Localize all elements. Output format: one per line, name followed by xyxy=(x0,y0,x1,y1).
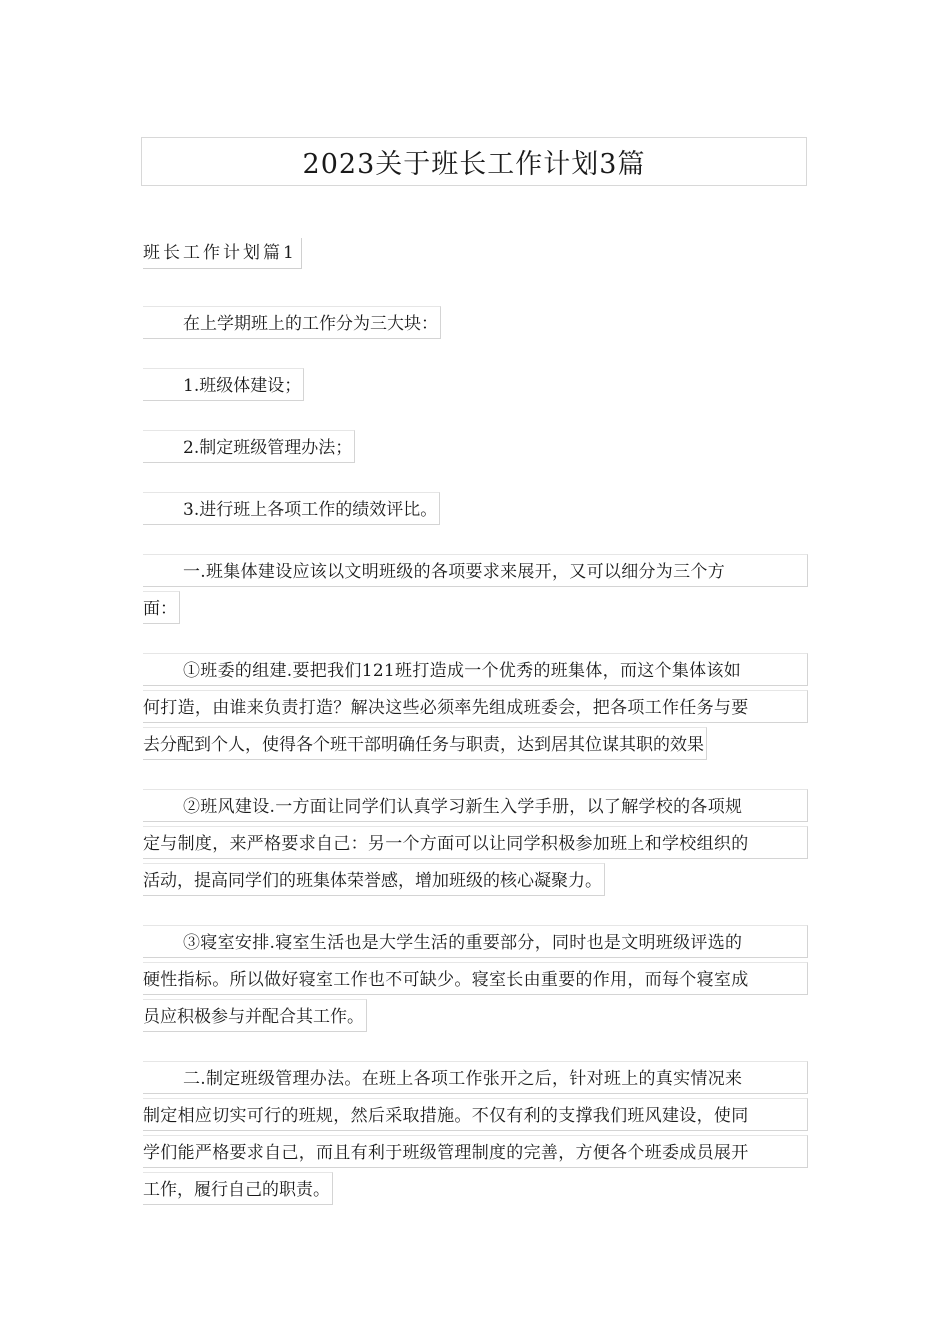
paragraph xyxy=(143,1061,808,1205)
paragraph-line: 在上学期班上的工作分为三大块： xyxy=(143,306,441,339)
paragraph-line: 1.班级体建设； xyxy=(143,368,304,401)
section-heading: 班长工作计划篇1 xyxy=(143,238,302,269)
paragraph-line: ③寝室安排.寝室生活也是大学生活的重要部分，同时也是文明班级评选的 xyxy=(143,925,808,958)
paragraph-line: 3.进行班上各项工作的绩效评比。 xyxy=(143,492,440,525)
paragraph-line: ②班风建设.一方面让同学们认真学习新生入学手册，以了解学校的各项规 xyxy=(143,789,808,822)
paragraph-line: 去分配到个人，使得各个班干部明确任务与职责，达到居其位谋其职的效果 xyxy=(143,727,707,760)
paragraph-line: 硬性指标。所以做好寝室工作也不可缺少。寝室长由重要的作用，而每个寝室成 xyxy=(143,962,808,995)
paragraph-line: ①班委的组建.要把我们121班打造成一个优秀的班集体，而这个集体该如 xyxy=(143,653,808,686)
paragraph-line: 面： xyxy=(143,591,180,624)
paragraph xyxy=(143,789,808,896)
paragraph xyxy=(143,368,808,401)
paragraph xyxy=(143,492,808,525)
paragraph-line: 定与制度，来严格要求自己：另一个方面可以让同学积极参加班上和学校组织的 xyxy=(143,826,808,859)
paragraph-line: 制定相应切实可行的班规，然后采取措施。不仅有利的支撑我们班风建设，使同 xyxy=(143,1098,808,1131)
paragraph-line: 一.班集体建设应该以文明班级的各项要求来展开，又可以细分为三个方 xyxy=(143,554,808,587)
paragraph-line: 员应积极参与并配合其工作。 xyxy=(143,999,367,1032)
paragraph-line: 工作，履行自己的职责。 xyxy=(143,1172,333,1205)
paragraph-line: 2.制定班级管理办法； xyxy=(143,430,355,463)
paragraph-line: 学们能严格要求自己，而且有利于班级管理制度的完善，方便各个班委成员展开 xyxy=(143,1135,808,1168)
paragraph xyxy=(143,430,808,463)
paragraph xyxy=(143,653,808,760)
document-title: 2023关于班长工作计划3篇 xyxy=(141,137,807,186)
paragraph xyxy=(143,306,808,339)
document-body xyxy=(143,306,808,1234)
paragraph-line: 活动，提高同学们的班集体荣誉感，增加班级的核心凝聚力。 xyxy=(143,863,605,896)
paragraph-line: 何打造，由谁来负责打造？解决这些必须率先组成班委会，把各项工作任务与要 xyxy=(143,690,808,723)
paragraph xyxy=(143,554,808,624)
paragraph-line: 二.制定班级管理办法。在班上各项工作张开之后，针对班上的真实情况来 xyxy=(143,1061,808,1094)
paragraph xyxy=(143,925,808,1032)
